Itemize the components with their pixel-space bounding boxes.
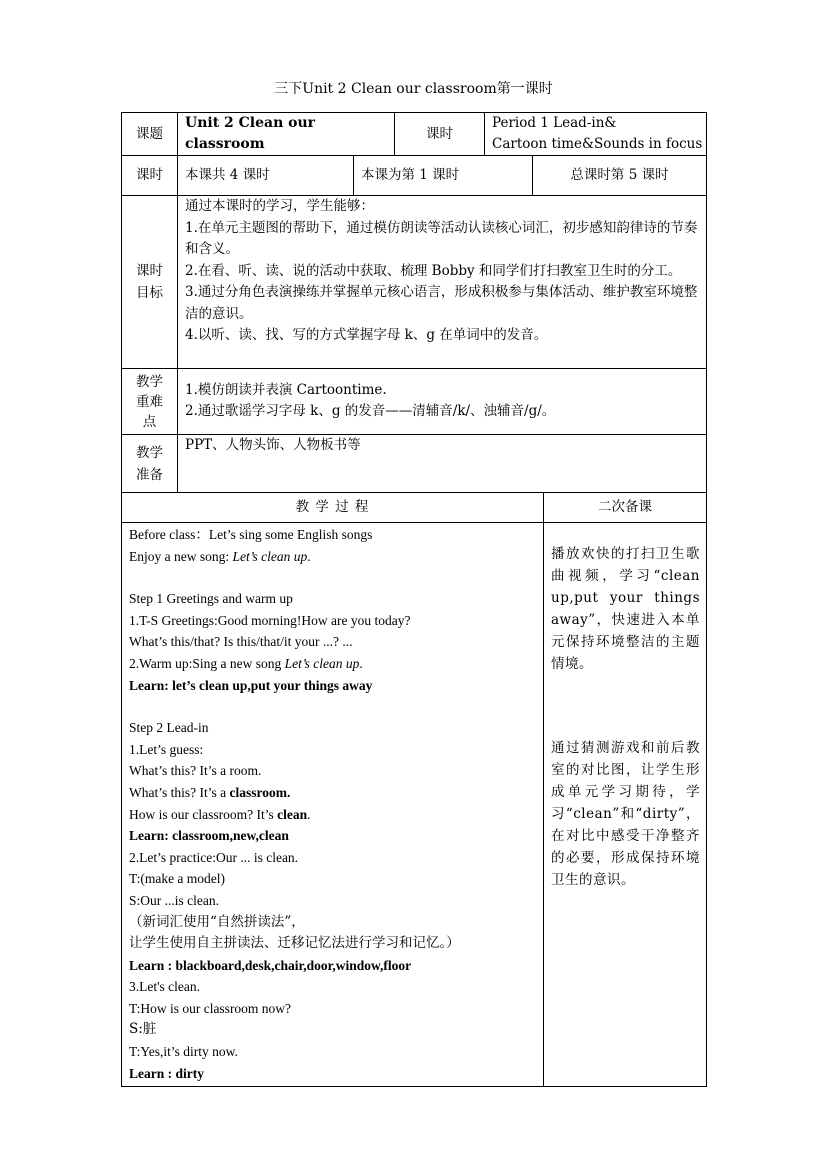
enjoy-song-title: Let’s clean up [232, 548, 308, 564]
note-guess: 通过猜测游戏和前后教室的对比图，让学生形成单元学习期待，学习“clean”和“dirty”，在对比中感受干净整齐的必要，形成保持环境卫生的意识。 [551, 740, 700, 888]
lesson-info-table [121, 112, 707, 493]
keypoint-item: 1.模仿朗读并表演 Cartoontime. [185, 382, 387, 398]
keypoints-label [122, 369, 178, 435]
enjoy-suffix: . [307, 548, 311, 564]
enjoy-song [129, 546, 539, 568]
topic-value: Unit 2 Clean our classroom [178, 113, 395, 156]
process-content [122, 523, 544, 1087]
period-value [485, 113, 707, 156]
room-line: What’s this? It’s a room. [129, 763, 262, 779]
dirty-cn: S:脏 [129, 1021, 157, 1038]
step1-whats: What’s this/that? Is this/that/it your ...? ... [129, 634, 353, 650]
warmup-song-title: Let’s clean up [284, 655, 360, 671]
warmup-suffix: . [359, 655, 363, 671]
classroom-line [129, 782, 539, 804]
hours-total: 本课共 4 课时 [178, 156, 354, 196]
learn-classroom: Learn: classroom,new,clean [129, 828, 289, 844]
objective-item: 4.以听、读、找、写的方式掌握字母 k、g 在单词中的发音。 [185, 327, 548, 343]
objectives-content [178, 196, 707, 369]
how-line [129, 804, 539, 826]
how-now: T:How is our classroom now? [129, 1000, 292, 1016]
learn-blackboard: Learn : blackboard,desk,chair,door,window,floor [129, 957, 412, 973]
how-prefix: How is our classroom? It’s [129, 806, 278, 822]
objective-item: 2.在看、听、读、说的活动中获取、梳理 Bobby 和同学们打扫教室卫生时的分工。 [185, 262, 682, 279]
model-line: T:(make a model) [129, 871, 226, 887]
step1-title: Step 1 Greetings and warm up [129, 591, 293, 607]
objective-item: 1.在单元主题图的帮助下，通过模仿朗读等活动认读核心词汇，初步感知韵律诗的节奏和含义。 [185, 219, 698, 257]
period-line-1: Period 1 Lead-in& [492, 115, 617, 131]
side-header: 二次备课 [544, 493, 707, 523]
objective-item: 3.通过分角色表演操练并掌握单元核心语言，形成积极参与集体活动、维护教室环境整洁的意识。 [185, 284, 698, 322]
period-label: 课时 [395, 113, 485, 156]
keypoints-label-2: 重难 [136, 393, 163, 410]
step2-title: Step 2 Lead-in [129, 720, 209, 736]
process-header: 教 学 过 程 [122, 493, 544, 523]
keypoints-label-1: 教学 [136, 373, 163, 390]
objectives-label [122, 196, 178, 369]
keypoints-content [178, 369, 707, 435]
practice-line: 2.Let’s practice:Our ... is clean. [129, 849, 299, 865]
hours-current: 本课为第 1 课时 [354, 156, 533, 196]
lets-clean: 3.Let's clean. [129, 979, 201, 995]
classroom-word: classroom. [229, 784, 291, 800]
guess: 1.Let’s guess: [129, 741, 204, 757]
prep-label-1: 教学 [136, 444, 163, 461]
step1-warmup [129, 653, 539, 675]
our-line: S:Our ...is clean. [129, 892, 219, 908]
page-title: 三下Unit 2 Clean our classroom第一课时 [274, 81, 553, 97]
objectives-label-2: 目标 [136, 285, 163, 301]
learn-dirty: Learn : dirty [129, 1065, 204, 1081]
step1-learn: Learn: let’s clean up,put your things away [129, 677, 373, 693]
prep-label-2: 准备 [136, 466, 163, 483]
how-suffix: . [307, 806, 311, 822]
dirty-now: T:Yes,it’s dirty now. [129, 1044, 238, 1060]
objectives-label-1: 课时 [136, 263, 163, 279]
step1-greeting: 1.T-S Greetings:Good morning!How are you today? [129, 612, 411, 628]
before-class: Before class：Let’s sing some English songs [129, 527, 373, 542]
note-song: 播放欢快的打扫卫生歌曲视频，学习“clean up,put your things away”，快速进入本单元保持环境整洁的主题情境。 [551, 546, 700, 672]
enjoy-prefix: Enjoy a new song: [129, 548, 233, 564]
classroom-prefix: What’s this? It’s a [129, 784, 230, 800]
phonics-line-2: 让学生使用自主拼读法、迁移记忆法进行学习和记忆。） [129, 935, 460, 952]
prep-label [122, 435, 178, 493]
notes-column [544, 523, 707, 1087]
objectives-intro: 通过本课时的学习，学生能够： [185, 198, 374, 214]
warmup-prefix: 2.Warm up:Sing a new song [129, 655, 285, 671]
period-line-2: Cartoon time&Sounds in focus [492, 136, 703, 152]
phonics-line-1: （新词汇使用“自然拼读法”， [129, 913, 305, 930]
topic-label: 课题 [122, 113, 178, 156]
teaching-process-table [121, 492, 707, 1087]
how-word: clean [277, 806, 308, 822]
hours-overall: 总课时第 5 课时 [533, 156, 707, 196]
keypoints-label-3: 点 [142, 413, 157, 430]
keypoint-item: 2.通过歌谣学习字母 k、g 的发音——清辅音/k/、浊辅音/g/。 [185, 403, 556, 419]
prep-content: PPT、人物头饰、人物板书等 [178, 435, 707, 493]
hours-label: 课时 [122, 156, 178, 196]
